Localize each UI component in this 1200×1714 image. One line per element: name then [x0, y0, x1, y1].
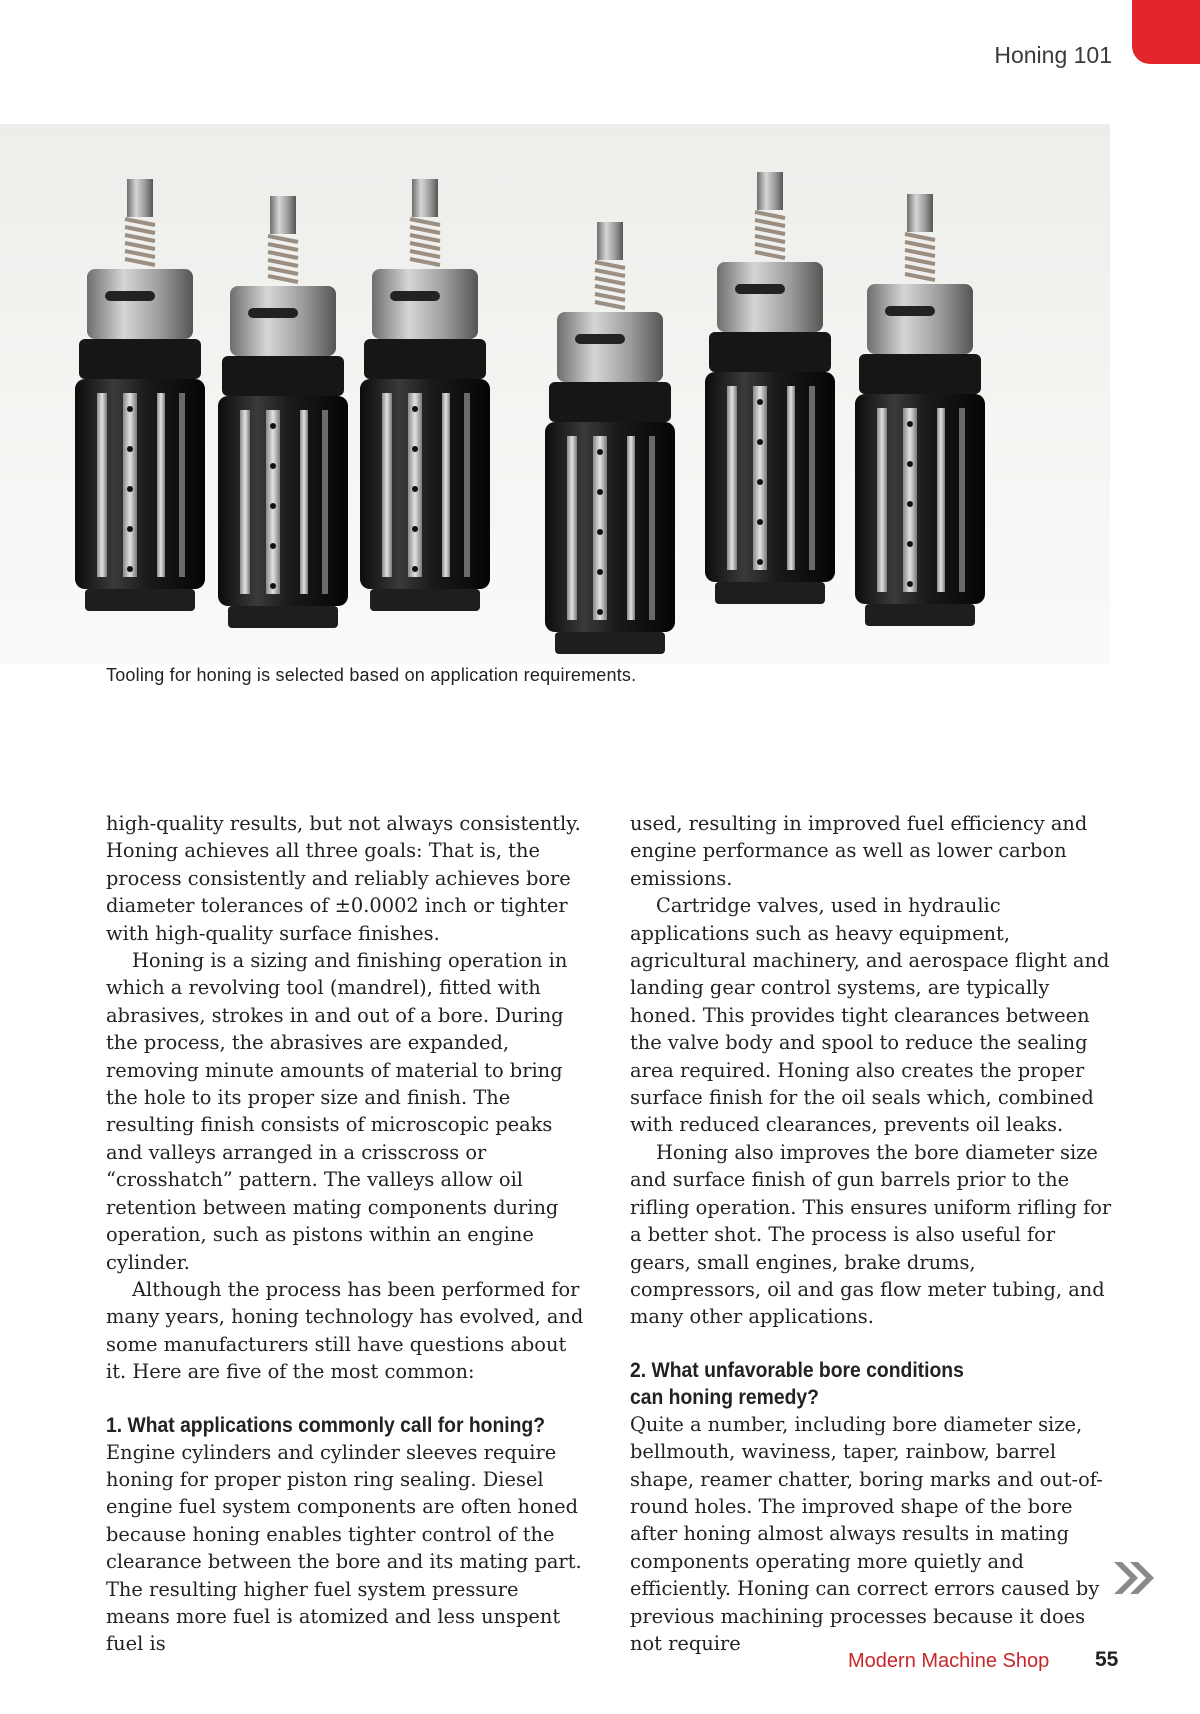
body-paragraph: Quite a number, including bore diameter size, bellmouth, waviness, taper, rainbow, barrel shape, reamer chatter, boring marks and out-of-round holes. The improved shape of the bore after honing almost always results in mating components operating more quietly and efficiently. Honing can correct errors caused by previous machining processes because it does not require — [630, 1412, 1103, 1655]
body-paragraph: high-quality results, but not always consistently. Honing achieves all three goals: That is, the process consistently and reliably achieves bore diameter tolerances of ±0.0002 inch or tighter with high-quality surface finishes. — [106, 812, 581, 945]
question-heading-2-line1: 2. What unfavorable bore conditions — [630, 1358, 964, 1382]
body-paragraph: Although the process has been performed for many years, honing technology has evolved, and some manufacturers still have questions about it. Here are five of the most common: — [106, 1277, 584, 1384]
question-heading-2-line2: can honing remedy? — [630, 1385, 819, 1409]
honing-tools-photo — [0, 124, 1110, 664]
body-paragraph: Cartridge valves, used in hydraulic applications such as heavy equipment, agricultural machinery, and aerospace flight and landing gear control systems, are typically honed. This provides tight clearances between the valve body and spool to reduce the sealing area required. Honing also creates the proper surface finish for the oil seals which, combined with reduced clearances, prevents oil leaks. — [630, 894, 1110, 1137]
body-paragraph: used, resulting in improved fuel efficiency and engine performance as well as lower carbon emissions. — [630, 812, 1088, 890]
question-heading-1: 1. What applications commonly call for honing? — [106, 1413, 546, 1437]
right-column — [630, 810, 1112, 1657]
body-paragraph: Honing is a sizing and finishing operation in which a revolving tool (mandrel), fitted with abrasives, strokes in and out of a bore. During the process, the abrasives are expanded, removing minute amounts of material to bring the hole to its proper size and finish. The resulting finish consists of microscopic peaks and valleys arranged in a crisscross or “crosshatch” pattern. The valleys allow oil retention between mating components during operation, such as pistons within an engine cylinder. — [106, 949, 568, 1274]
section-tab — [1132, 0, 1200, 64]
magazine-name: Modern Machine Shop — [848, 1650, 1050, 1672]
body-paragraph: Engine cylinders and cylinder sleeves require honing for proper piston ring sealing. Diesel engine fuel system components are often honed because honing enables tighter control of the clearance between the bore and its mating part. The resulting higher fuel system pressure means more fuel is atomized and less unspent fuel is — [106, 1440, 582, 1656]
figure-caption: Tooling for honing is selected based on application requirements. — [106, 665, 637, 685]
honing-tools-illustration — [0, 124, 1110, 664]
page-number: 55 — [1095, 1648, 1119, 1671]
continue-arrow-icon[interactable] — [1112, 1558, 1158, 1598]
left-column — [106, 810, 586, 1658]
section-label: Honing 101 — [994, 42, 1112, 68]
body-paragraph: Honing also improves the bore diameter size and surface finish of gun barrels prior to the rifling operation. This ensures uniform rifling for a better shot. The process is also useful for gears, small engines, brake drums, compressors, oil and gas flow meter tubing, and many other applications. — [630, 1140, 1112, 1329]
